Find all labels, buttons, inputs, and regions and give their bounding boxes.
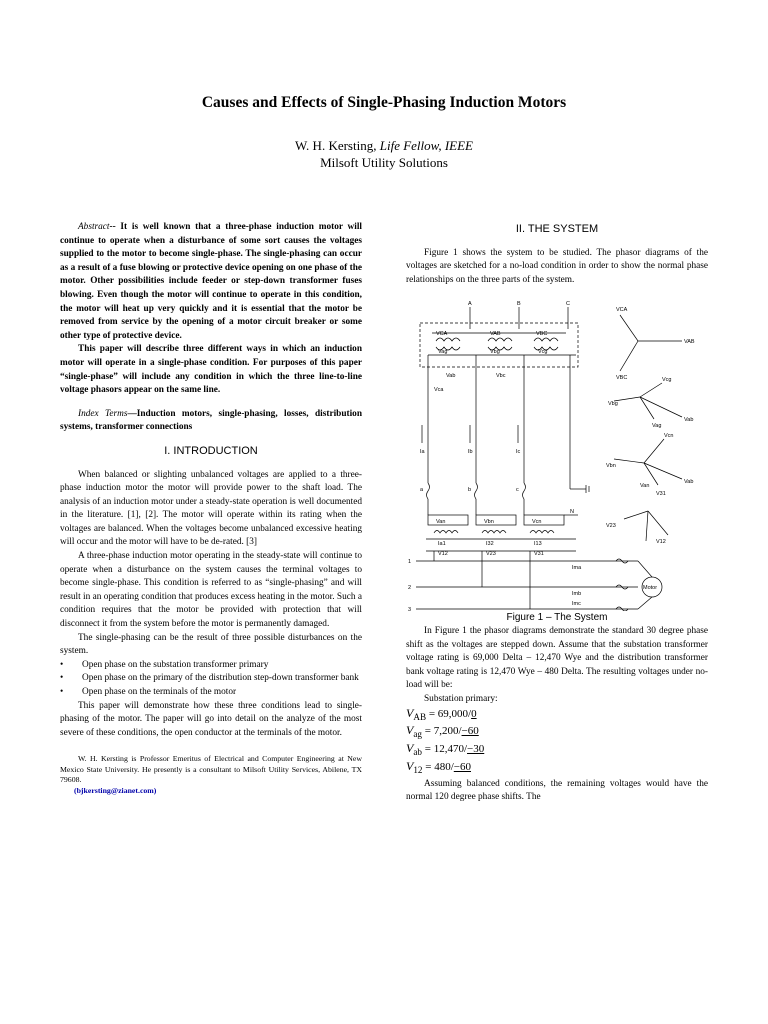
author-email[interactable]: (bjkersting@zianet.com) xyxy=(74,785,157,795)
abstract-paragraph xyxy=(60,221,362,343)
index-terms xyxy=(60,408,362,435)
svg-text:B: B xyxy=(517,301,521,308)
bullet-item: • Open phase on the primary of the distribution step-down transformer bank xyxy=(60,673,359,684)
svg-text:I13: I13 xyxy=(534,541,542,548)
svg-text:Motor: Motor xyxy=(643,585,658,592)
svg-text:Van: Van xyxy=(436,519,446,526)
intro-heading: I. INTRODUCTION xyxy=(164,444,258,457)
svg-text:Van: Van xyxy=(640,483,650,490)
system-diagram xyxy=(406,293,708,611)
abstract-label: Abstract xyxy=(78,222,110,232)
svg-text:Vab: Vab xyxy=(446,373,456,380)
svg-text:1: 1 xyxy=(408,559,412,566)
svg-text:V31: V31 xyxy=(656,491,666,498)
svg-text:a: a xyxy=(420,487,424,494)
left-column xyxy=(60,221,362,796)
substation-primary-label: Substation primary: xyxy=(424,693,498,704)
svg-text:V12: V12 xyxy=(438,551,448,558)
svg-text:Vag: Vag xyxy=(438,349,448,356)
abstract-text: -- It is well known that a three-phase induction motor will continue to operate when a disturbance of some sort causes the voltages supplied to the motor to become single-phase. The single-phasing can occur as a result of a fuse blowing or protective device opening on one phase of the motor. Other possibilities include feeder or step-down transformer fuses blowing. Even though the motor will continue to operate in this condition, the motor will heat up very quickly and it is essential that the motor be removed from service by the opening of a motor circuit breaker or some other type of protective device. xyxy=(60,222,362,341)
svg-text:Imc: Imc xyxy=(572,601,581,608)
svg-text:VAB: VAB xyxy=(490,331,501,338)
svg-text:VCA: VCA xyxy=(616,307,628,314)
svg-text:2: 2 xyxy=(408,585,412,592)
svg-text:b: b xyxy=(468,487,472,494)
index-terms-label: Index Terms xyxy=(78,408,128,419)
equation-vab: $V_{AB} = 69,000/0$ xyxy=(406,705,477,722)
index-terms-text: —Induction motors, single-phasing, losses, distribution systems, transformer connections xyxy=(60,408,362,433)
equation-vag: $V_{ag} = 7,200/-60$ xyxy=(406,723,479,740)
bullet-item: • Open phase on the substation transformer primary xyxy=(60,659,269,670)
substation-box xyxy=(420,323,578,367)
svg-text:I32: I32 xyxy=(486,541,494,548)
intro-paragraph-1: When balanced or slighting unbalanced voltages are applied to a three-phase induction motor the motor will provide power to the shaft load. The analysis of an induction motor under a steady-state operation is well documented in the literature. [1], [2]. The motor will operate within its rating when the voltages are balanced. When the voltages become unbalanced excessive heating will occur and the motor will have to be de-rated. [3] xyxy=(60,469,362,548)
bullet-item: • Open phase on the terminals of the motor xyxy=(60,687,237,697)
svg-text:Ic: Ic xyxy=(516,449,521,456)
svg-text:Vcg: Vcg xyxy=(538,349,548,356)
intro-paragraph-4: This paper will demonstrate how these three conditions lead to single-phasing of the motor. The paper will go into detail on the analyze of the most severe of these conditions, the open conductor at the terminals of the motor. xyxy=(60,700,362,738)
system-paragraph-1: Figure 1 shows the system to be studied. The phasor diagrams of the voltages are sketched for a no-load condition in order to show the normal phase relationships on the three parts of the system. xyxy=(406,247,708,285)
svg-text:Vbn: Vbn xyxy=(484,519,494,526)
equation-vab-sec: $V_{ab} = 12,470/-30$ xyxy=(406,741,485,758)
svg-text:N: N xyxy=(570,509,574,516)
svg-text:Vcn: Vcn xyxy=(532,519,542,526)
svg-text:V23: V23 xyxy=(606,523,616,530)
svg-text:Vca: Vca xyxy=(434,387,444,394)
svg-text:VBC: VBC xyxy=(616,375,628,382)
svg-text:A: A xyxy=(468,301,472,308)
svg-text:VCA: VCA xyxy=(436,331,448,338)
system-heading: II. THE SYSTEM xyxy=(515,223,599,235)
affiliation: Milsoft Utility Solutions xyxy=(320,155,448,170)
svg-text:Vcn: Vcn xyxy=(664,433,674,440)
svg-text:V12: V12 xyxy=(656,539,666,546)
author-block xyxy=(0,137,768,171)
svg-text:Vbn: Vbn xyxy=(606,463,616,470)
svg-text:C: C xyxy=(566,301,570,308)
svg-text:V23: V23 xyxy=(486,551,496,558)
paper-title: Causes and Effects of Single-Phasing Induction Motors xyxy=(201,94,567,111)
equation-v12: $V_{12} = 480/-60$ xyxy=(406,758,471,776)
right-column xyxy=(406,221,708,805)
svg-text:Vab: Vab xyxy=(684,479,694,486)
svg-text:Ia: Ia xyxy=(420,449,425,456)
svg-text:Vcg: Vcg xyxy=(662,377,672,384)
system-paragraph-2: In Figure 1 the phasor diagrams demonstrate the standard 30 degree phase shift as the voltages are stepped down. Assume that the substation transformer voltage rating is 69,000 Delta – 12,470 Wye and the distribution transformer bank voltage rating is 12,470 Wye – 480 Delta. The resulting voltages under no-load will be: xyxy=(406,625,708,691)
svg-text:V31: V31 xyxy=(534,551,544,558)
figure-caption: Figure 1 – The System xyxy=(506,612,608,624)
svg-text:Ib: Ib xyxy=(468,449,473,456)
intro-paragraph-2: A three-phase induction motor operating in the steady-state will continue to operate when a disturbance on the system causes the terminal voltages to become single-phase. This condition is referred to as “single-phasing” and will result in an operating condition that produces excess heating in the motor. Such a condition requires that the motor be provided with protection that will disconnect it from the system before the motor is permanently damaged. xyxy=(60,551,362,630)
abstract-paragraph-2: This paper will describe three different ways in which an induction motor will operate in a single-phase condition. For purposes of this paper “single-phase” will include any condition in which the three line-to-line voltage phasors appear on the same line. xyxy=(60,344,362,396)
svg-text:Ima: Ima xyxy=(572,565,582,572)
svg-text:VBC: VBC xyxy=(536,331,548,338)
svg-text:VAB: VAB xyxy=(684,339,695,346)
author-title: Life Fellow, IEEE xyxy=(379,138,474,153)
svg-text:c: c xyxy=(516,487,519,494)
svg-text:Vbg: Vbg xyxy=(608,401,618,408)
svg-text:Vbc: Vbc xyxy=(496,373,506,380)
svg-text:Imb: Imb xyxy=(572,591,582,598)
footnote: W. H. Kersting is Professor Emeritus of Electrical and Computer Engineering at New Mexico State University. He presently is a consultant to Milsoft Utility Services, Abilene, TX 79608. xyxy=(60,754,362,785)
system-figure xyxy=(406,293,708,611)
svg-text:3: 3 xyxy=(408,607,412,612)
svg-text:Vbg: Vbg xyxy=(490,349,500,356)
svg-text:Ia1: Ia1 xyxy=(438,541,446,548)
author-name: W. H. Kersting, xyxy=(294,138,380,153)
intro-paragraph-3: The single-phasing can be the result of three possible disturbances on the system. xyxy=(60,632,362,657)
svg-text:Vab: Vab xyxy=(684,417,694,424)
svg-text:Vag: Vag xyxy=(652,423,662,430)
system-paragraph-3: Assuming balanced conditions, the remaining voltages would have the normal 120 degree phase shifts. The xyxy=(406,778,708,803)
